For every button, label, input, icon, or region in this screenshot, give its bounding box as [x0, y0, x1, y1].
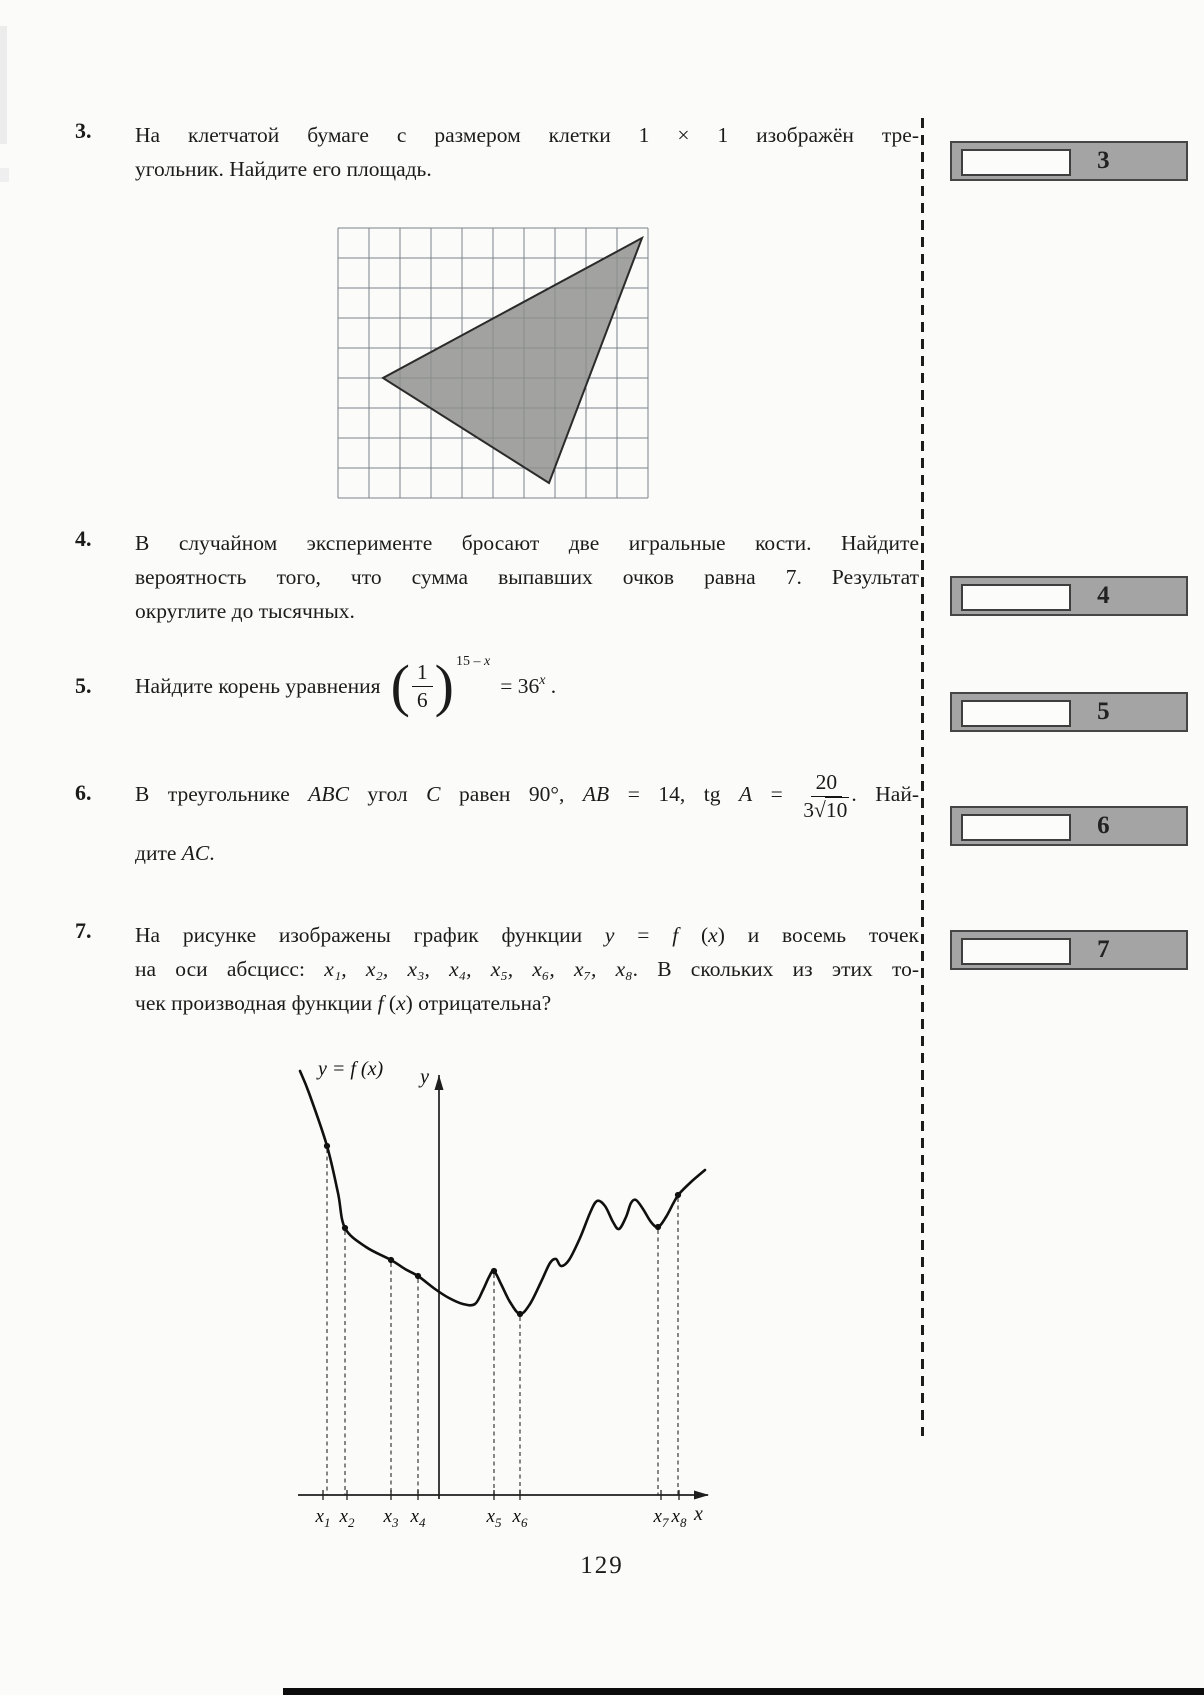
curve-point-marker — [675, 1192, 681, 1198]
tick-label-x6: $x_6$ — [512, 1506, 528, 1530]
text-line: На рисунке изображены график функции y = f (x) и восемь точек — [135, 923, 919, 947]
text-line: В случайном эксперименте бросают две игральные кости. Найдите — [135, 531, 919, 555]
problem-5-number: 5. — [75, 673, 92, 698]
text-line: чек производная функции f (x) отрицательна? — [135, 991, 552, 1015]
problem-7-text — [135, 918, 919, 1020]
page-number: 129 — [580, 1552, 624, 1579]
x-axis-arrow — [694, 1491, 709, 1500]
curve-point-marker — [415, 1273, 421, 1279]
answer-blank-6[interactable] — [961, 814, 1071, 841]
problem-6 — [75, 760, 921, 870]
fraction-power-group — [390, 653, 491, 718]
answer-blank-7[interactable] — [961, 938, 1071, 965]
curve-point-marker — [517, 1311, 523, 1317]
answer-box-3-label: 3 — [1097, 147, 1110, 174]
text-line: округлите до тысячных. — [135, 599, 355, 623]
answer-box-4 — [950, 576, 1188, 616]
problem-6-number: 6. — [75, 780, 92, 805]
y-axis-label: y — [420, 1066, 429, 1088]
tick-label-x4: $x_4$ — [410, 1506, 426, 1530]
function-curve — [300, 1071, 705, 1314]
answer-blank-4[interactable] — [961, 584, 1071, 611]
answer-box-7-label: 7 — [1097, 936, 1110, 963]
bottom-scan-bar — [283, 1688, 1204, 1695]
problem-4 — [75, 526, 921, 628]
fraction-numerator: 1 — [412, 660, 433, 686]
curve-point-marker — [388, 1257, 394, 1263]
fraction-one-sixth — [412, 660, 433, 711]
curve-label: y = f (x) — [318, 1058, 384, 1080]
y-axis-arrow — [435, 1075, 444, 1090]
curve-point-marker — [491, 1268, 497, 1274]
problem-7-number: 7. — [75, 918, 92, 943]
dashed-divider-line — [921, 118, 924, 1436]
answer-box-5-label: 5 — [1097, 698, 1110, 725]
answer-blank-3[interactable] — [961, 149, 1071, 176]
answer-box-7 — [950, 930, 1188, 970]
answer-box-3 — [950, 141, 1188, 181]
right-paren: ) — [434, 653, 454, 718]
problem-5-equation-row — [75, 653, 921, 718]
tick-label-x2: $x_2$ — [339, 1506, 355, 1530]
equation-prefix: Найдите корень уравнения — [135, 673, 381, 698]
curve-point-marker — [342, 1225, 348, 1231]
scan-artifact-left-2 — [0, 168, 9, 182]
text-line-with-fraction: В треугольнике ABC угол C равен 90°, AB = 14, tg A = $\frac{20}{3√10}$ . Най- — [135, 770, 919, 822]
tick-label-x3: $x_3$ — [383, 1506, 399, 1530]
problem-5 — [75, 653, 921, 740]
text-line: На клетчатой бумаге с размером клетки 1 × 1 изображён тре- — [135, 123, 919, 147]
answer-box-5 — [950, 692, 1188, 732]
answer-box-6-label: 6 — [1097, 812, 1110, 839]
problem-3-text — [135, 118, 919, 186]
text-line: вероятность того, что сумма выпавших очков равна 7. Результат — [135, 565, 919, 589]
x-axis-label: x — [694, 1503, 703, 1525]
text-line: дите AC. — [135, 841, 215, 865]
exponent: 15 – x — [455, 654, 491, 669]
triangle-grid-figure — [336, 226, 652, 502]
problem-7 — [75, 918, 921, 1020]
triangle-shape — [383, 238, 642, 483]
curve-point-marker — [655, 1224, 661, 1230]
fraction-denominator: 6 — [416, 687, 428, 712]
tick-label-x1: $x_1$ — [315, 1506, 331, 1530]
problem-4-text — [135, 526, 919, 628]
function-graph-figure — [278, 1053, 723, 1538]
answer-box-6 — [950, 806, 1188, 846]
scan-artifact-left — [0, 26, 7, 144]
text-line: угольник. Найдите его площадь. — [135, 157, 432, 181]
problem-3-number: 3. — [75, 118, 92, 143]
text-line: на оси абсцисс: x₁, x₂, x₃, x₄, x₅, x₆, x₇, x₈. В скольких из этих то- — [135, 957, 920, 981]
tick-label-x5: $x_5$ — [486, 1506, 502, 1530]
answer-box-4-label: 4 — [1097, 582, 1110, 609]
problem-6-text — [135, 760, 919, 870]
answer-blank-5[interactable] — [961, 700, 1071, 727]
problem-3 — [75, 118, 921, 186]
left-paren: ( — [390, 653, 410, 718]
curve-point-marker — [324, 1143, 330, 1149]
equation-rhs: = 36$^x$ . — [500, 673, 557, 698]
fraction-20-over-3root10: $\frac{20}{3√10}$ — [803, 770, 848, 822]
tick-label-x7: $x_7$ — [653, 1506, 669, 1530]
tick-label-x8: $x_8$ — [671, 1506, 687, 1530]
problem-4-number: 4. — [75, 526, 92, 551]
